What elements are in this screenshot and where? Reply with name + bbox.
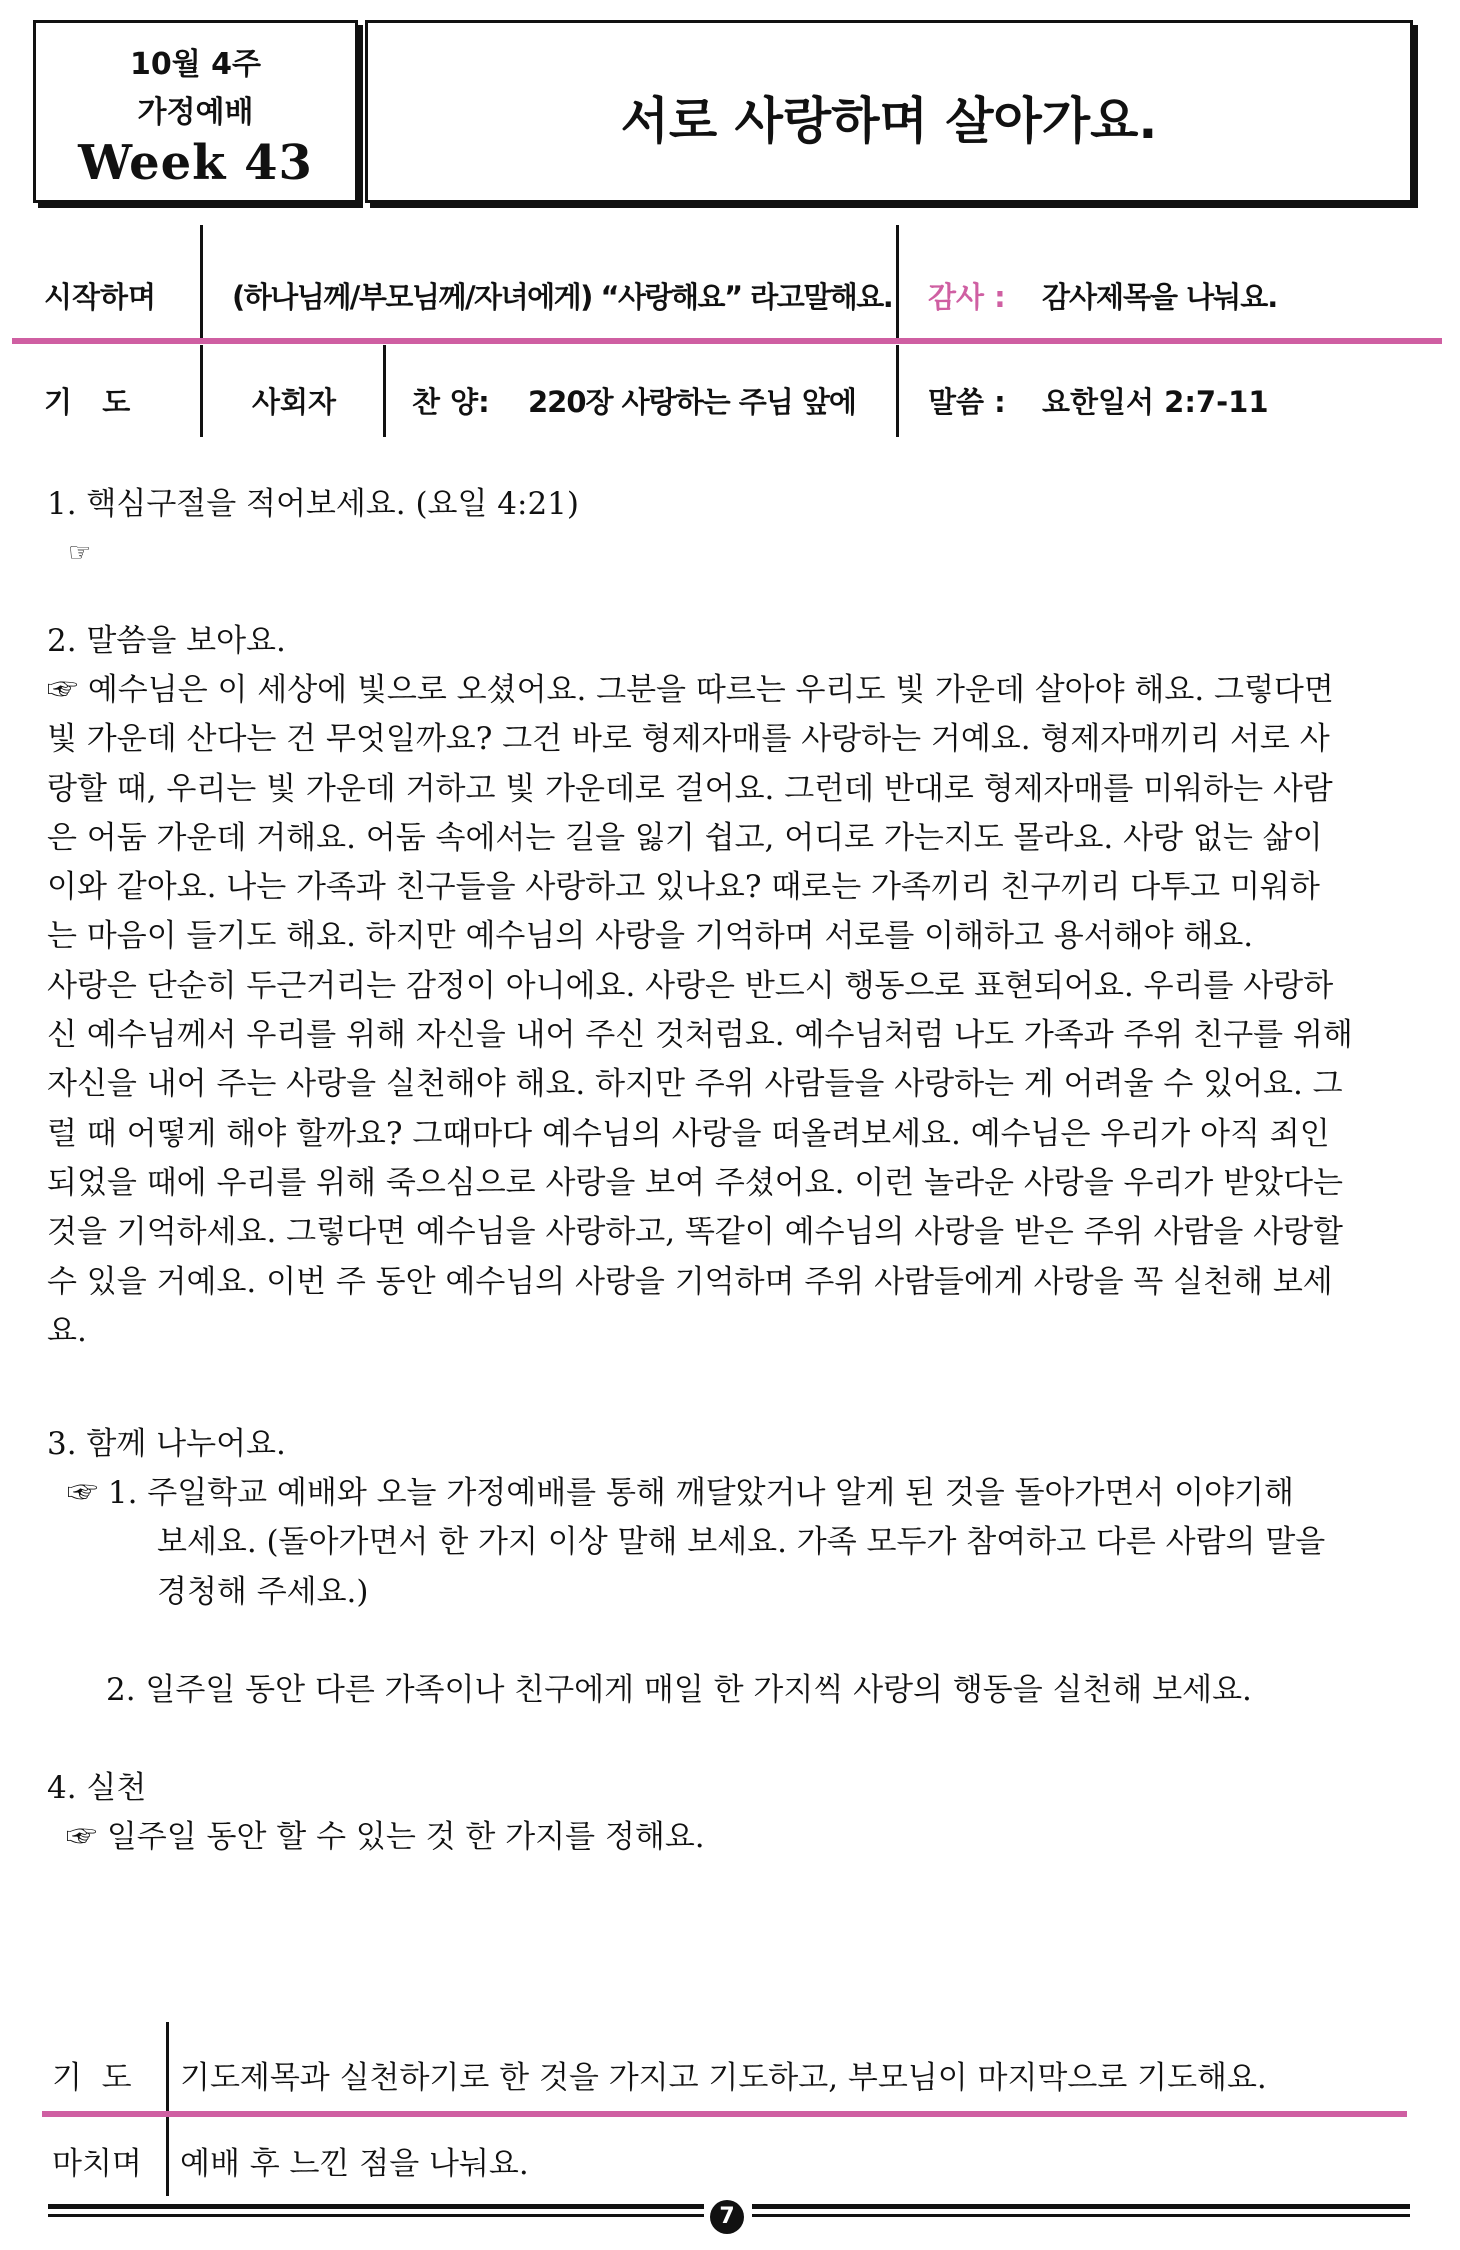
- text-line: ☞ 1. 주일학교 예배와 오늘 가정예배를 통해 깨달았거나 알게 된 것을 돌아가면서 이야기해: [67, 1475, 1294, 1511]
- text-line: 이와 같아요. 나는 가족과 친구들을 사랑하고 있나요? 때로는 가족끼리 친구끼리 다투고 미워하: [47, 869, 1320, 906]
- closing-prayer-text: 기도제목과 실천하기로 한 것을 가지고 기도하고, 부모님이 마지막으로 기도해요.: [180, 2060, 1267, 2096]
- opening-instruction: (하나님께/부모님께/자녀에게) “사랑해요” 라고말해요.: [232, 280, 893, 314]
- section-3-title: 3. 함께 나누어요.: [47, 1426, 286, 1462]
- title-box: [365, 20, 1413, 203]
- section-4-practice: ☞ 일주일 동안 할 수 있는 것 한 가지를 정해요.: [66, 1819, 705, 1855]
- text-line: 럴 때 어떻게 해야 할까요? 그때마다 예수님의 사랑을 떠올려보세요. 예수님은 우리가 아직 죄인: [47, 1115, 1330, 1152]
- thanks-label: 감사 :: [928, 280, 1006, 314]
- text-line: ☞ 예수님은 이 세상에 빛으로 오셨어요. 그분을 따르는 우리도 빛 가운데 살아야 해요. 그렇다면: [47, 672, 1334, 708]
- text-line: 은 어둠 가운데 거해요. 어둠 속에서는 길을 잃기 쉽고, 어디로 가는지도 몰라요. 사랑 없는 삶이: [47, 819, 1323, 856]
- prayer-label: 기 도: [44, 385, 131, 419]
- section-4-title: 4. 실천: [47, 1770, 147, 1806]
- leader-label: 사회자: [252, 385, 337, 419]
- section-2-title: 2. 말씀을 보아요.: [47, 623, 286, 659]
- week-label: 10월 4주: [129, 47, 262, 82]
- section-1-title: 1. 핵심구절을 적어보세요. (요일 4:21): [47, 486, 580, 522]
- week-info-box: [33, 20, 358, 203]
- text-line: 빛 가운데 산다는 건 무엇일까요? 그건 바로 형제자매를 사랑하는 거예요. 형제자매끼리 서로 사: [47, 721, 1330, 758]
- section-3-item-1: [47, 1469, 1417, 1617]
- pink-separator: [42, 2111, 1407, 2117]
- hymn-title: 220장 사랑하는 주님 앞에: [528, 385, 856, 419]
- text-line: 사랑은 단순히 두근거리는 감정이 아니에요. 사랑은 반드시 행동으로 표현되어요. 우리를 사랑하: [47, 967, 1334, 1004]
- week-number: Week 43: [78, 135, 313, 191]
- bottom-rule-left: [48, 2204, 704, 2209]
- divider: [200, 345, 203, 437]
- bottom-rule-right-thin: [752, 2214, 1410, 2217]
- text-line: 보세요. (돌아가면서 한 가지 이상 말해 보세요. 가족 모두가 참여하고 다른 사람의 말을: [157, 1524, 1326, 1561]
- thanks-content: 감사제목을 나눠요.: [1042, 280, 1278, 314]
- text-line: 것을 기억하세요. 그렇다면 예수님을 사랑하고, 똑같이 예수님의 사랑을 받은 주위 사람을 사랑할: [47, 1214, 1343, 1251]
- closing-prayer-label: 기 도: [52, 2060, 132, 2096]
- scripture-reference: 요한일서 2:7-11: [1042, 385, 1269, 419]
- text-line: 되었을 때에 우리를 위해 죽으심으로 사랑을 보여 주셨어요. 이런 놀라운 사랑을 우리가 받았다는: [47, 1164, 1343, 1201]
- word-label: 말씀 :: [928, 385, 1006, 419]
- divider: [166, 2022, 169, 2112]
- bottom-rule-right: [752, 2204, 1410, 2209]
- text-line: 랑할 때, 우리는 빛 가운데 거하고 빛 가운데로 걸어요. 그런데 반대로 형제자매를 미워하는 사람: [47, 770, 1333, 807]
- closing-label: 마치며: [52, 2146, 142, 2182]
- divider: [896, 225, 899, 340]
- page-number-badge: 7: [710, 2200, 744, 2234]
- page-title: 서로 사랑하며 살아가요.: [620, 92, 1158, 150]
- divider: [896, 345, 899, 437]
- text-line: 자신을 내어 주는 사랑을 실천해야 해요. 하지만 주위 사람들을 사랑하는 게 어려울 수 있어요. 그: [47, 1066, 1343, 1103]
- divider: [383, 345, 386, 437]
- pointer-icon: ☞: [68, 538, 92, 568]
- hymn-label: 찬 양:: [412, 385, 490, 419]
- divider: [166, 2116, 169, 2196]
- worship-label: 가정예배: [137, 95, 254, 130]
- text-line: 는 마음이 들기도 해요. 하지만 예수님의 사랑을 기억하며 서로를 이해하고 용서해야 해요.: [47, 918, 1254, 955]
- divider: [200, 225, 203, 340]
- text-line: 경청해 주세요.): [157, 1573, 369, 1610]
- bottom-rule-left-thin: [48, 2214, 704, 2217]
- text-line: 신 예수님께서 우리를 위해 자신을 내어 주신 것처럼요. 예수님처럼 나도 가족과 주위 친구를 위해: [47, 1017, 1353, 1054]
- opening-label: 시작하며: [44, 280, 157, 314]
- section-2-body: [47, 666, 1417, 1356]
- text-line: 수 있을 거예요. 이번 주 동안 예수님의 사랑을 기억하며 주위 사람들에게 사랑을 꼭 실천해 보세: [47, 1263, 1333, 1300]
- text-line: 요.: [47, 1312, 87, 1349]
- section-3-item-2: 2. 일주일 동안 다른 가족이나 친구에게 매일 한 가지씩 사랑의 행동을 실천해 보세요.: [106, 1672, 1252, 1708]
- pink-separator: [12, 338, 1442, 344]
- closing-text: 예배 후 느낀 점을 나눠요.: [180, 2146, 529, 2182]
